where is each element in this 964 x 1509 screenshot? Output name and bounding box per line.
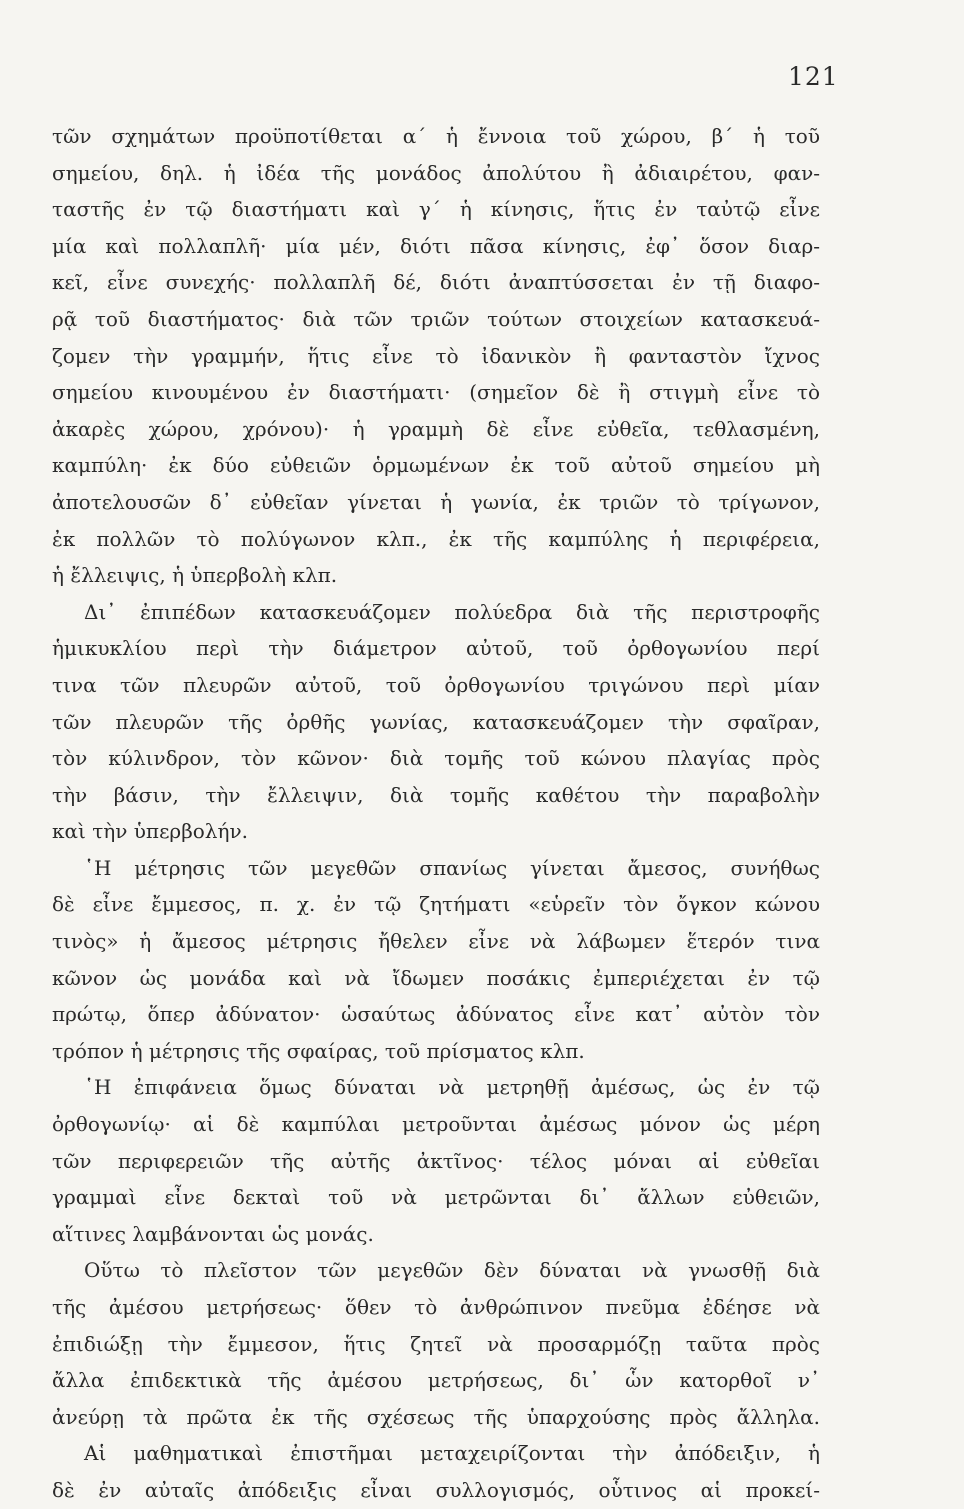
page-number: 121 <box>788 62 839 91</box>
text-line: τρόπον ἡ μέτρησις τῆς σφαίρας, τοῦ πρίσματος κλπ. <box>52 1038 585 1063</box>
text-line: σημείου, δηλ. ἡ ἰδέα τῆς μονάδος ἀπολύτου ἢ ἀδιαιρέτου, φαν- <box>52 160 820 185</box>
text-line: κῶνον ὡς μονάδα καὶ νὰ ἴδωμεν ποσάκις ἐμπεριέχεται ἐν τῷ <box>52 965 820 990</box>
text-line: καμπύλη· ἐκ δύο εὐθειῶν ὁρμωμένων ἐκ τοῦ αὐτοῦ σημείου μὴ <box>52 453 820 478</box>
text-line: ρᾷ τοῦ διαστήματος· διὰ τῶν τριῶν τούτων στοιχείων κατασκευά- <box>52 306 820 331</box>
text-line: τὸν κύλινδρον, τὸν κῶνον· διὰ τομῆς τοῦ κώνου πλαγίας πρὸς <box>52 746 820 771</box>
text-line: μία καὶ πολλαπλῆ· μία μέν, διότι πᾶσα κίνησις, ἐφ᾿ ὅσον διαρ- <box>52 233 820 258</box>
text-line: τινὸς» ἡ ἄμεσος μέτρησις ἤθελεν εἶνε νὰ λάβωμεν ἕτερόν τινα <box>52 929 820 954</box>
text-body <box>52 118 820 1509</box>
text-line: ὀρθογωνίῳ· αἱ δὲ καμπύλαι μετροῦνται ἀμέσως μόνον ὡς μέρη <box>52 1112 820 1137</box>
text-line: σημείου κινουμένου ἐν διαστήματι· (σημεῖον δὲ ἢ στιγμὴ εἶνε τὸ <box>52 380 820 405</box>
text-line: ἀνεύρῃ τὰ πρῶτα ἐκ τῆς σχέσεως τῆς ὑπαρχούσης πρὸς ἄλληλα. <box>52 1404 820 1429</box>
text-line: ῾Η ἐπιφάνεια ὅμως δύναται νὰ μετρηθῇ ἀμέσως, ὡς ἐν τῷ <box>84 1075 820 1100</box>
text-line: γραμμαὶ εἶνε δεκταὶ τοῦ νὰ μετρῶνται δι᾿ ἄλλων εὐθειῶν, <box>52 1185 820 1210</box>
text-line: αἵτινες λαμβάνονται ὡς μονάς. <box>52 1221 374 1246</box>
text-line: Αἱ μαθηματικαὶ ἐπιστῆμαι μεταχειρίζονται τὴν ἀπόδειξιν, ἡ <box>84 1441 820 1466</box>
text-line: τῶν πλευρῶν τῆς ὀρθῆς γωνίας, κατασκευάζομεν τὴν σφαῖραν, <box>52 709 820 734</box>
text-line: Οὕτω τὸ πλεῖστον τῶν μεγεθῶν δὲν δύναται νὰ γνωσθῇ διὰ <box>84 1258 820 1283</box>
text-line: τῶν περιφερειῶν τῆς αὐτῆς ἀκτῖνος· τέλος μόναι αἱ εὐθεῖαι <box>52 1148 820 1173</box>
text-line: ῾Η μέτρησις τῶν μεγεθῶν σπανίως γίνεται ἄμεσος, συνήθως <box>84 855 820 880</box>
text-line: πρώτῳ, ὅπερ ἀδύνατον· ὡσαύτως ἀδύνατος εἶνε κατ᾿ αὐτὸν τὸν <box>52 1002 820 1027</box>
text-line: ἄλλα ἐπιδεκτικὰ τῆς ἀμέσου μετρήσεως, δι᾿ ὧν κατορθοῖ ν᾿ <box>52 1368 820 1393</box>
text-line: ἐπιδιώξῃ τὴν ἔμμεσον, ἥτις ζητεῖ νὰ προσαρμόζῃ ταῦτα πρὸς <box>52 1331 820 1356</box>
text-line: καὶ τὴν ὑπερβολήν. <box>52 819 248 844</box>
text-line: τὴν βάσιν, τὴν ἔλλειψιν, διὰ τομῆς καθέτου τὴν παραβολὴν <box>52 782 820 807</box>
text-line: ἡμικυκλίου περὶ τὴν διάμετρον αὐτοῦ, τοῦ ὀρθογωνίου περί <box>52 636 820 661</box>
text-line: κεῖ, εἶνε συνεχής· πολλαπλῆ δέ, διότι ἀναπτύσσεται ἐν τῇ διαφο- <box>52 270 820 295</box>
text-line: ζομεν τὴν γραμμήν, ἥτις εἶνε τὸ ἰδανικὸν ἢ φανταστὸν ἴχνος <box>52 343 820 368</box>
text-line: τινα τῶν πλευρῶν αὐτοῦ, τοῦ ὀρθογωνίου τριγώνου περὶ μίαν <box>52 672 820 697</box>
text-line: ταστῆς ἐν τῷ διαστήματι καὶ γ΄ ἡ κίνησις, ἥτις ἐν ταὐτῷ εἶνε <box>52 197 820 222</box>
text-line: δὲ ἐν αὐταῖς ἀπόδειξις εἶναι συλλογισμός, οὗτινος αἱ προκεί- <box>52 1477 820 1502</box>
text-line: δὲ εἶνε ἔμμεσος, π. χ. ἐν τῷ ζητήματι «εὑρεῖν τὸν ὄγκον κώνου <box>52 892 820 917</box>
text-line: ἐκ πολλῶν τὸ πολύγωνον κλπ., ἐκ τῆς καμπύλης ἡ περιφέρεια, <box>52 526 820 551</box>
text-line: ἀκαρὲς χώρου, χρόνου)· ἡ γραμμὴ δὲ εἶνε εὐθεῖα, τεθλασμένη, <box>52 416 820 441</box>
text-line: τῆς ἀμέσου μετρήσεως· ὅθεν τὸ ἀνθρώπινον πνεῦμα ἐδέησε νὰ <box>52 1295 820 1319</box>
text-line: ἡ ἔλλειψις, ἡ ὑπερβολὴ κλπ. <box>52 563 338 588</box>
text-line: ἀποτελουσῶν δ᾿ εὐθεῖαν γίνεται ἡ γωνία, ἐκ τριῶν τὸ τρίγωνον, <box>52 489 820 514</box>
text-line: Δι᾿ ἐπιπέδων κατασκευάζομεν πολύεδρα διὰ τῆς περιστροφῆς <box>84 599 820 624</box>
text-line: τῶν σχημάτων προϋποτίθεται α΄ ἡ ἔννοια τοῦ χώρου, β΄ ἡ τοῦ <box>52 124 820 148</box>
